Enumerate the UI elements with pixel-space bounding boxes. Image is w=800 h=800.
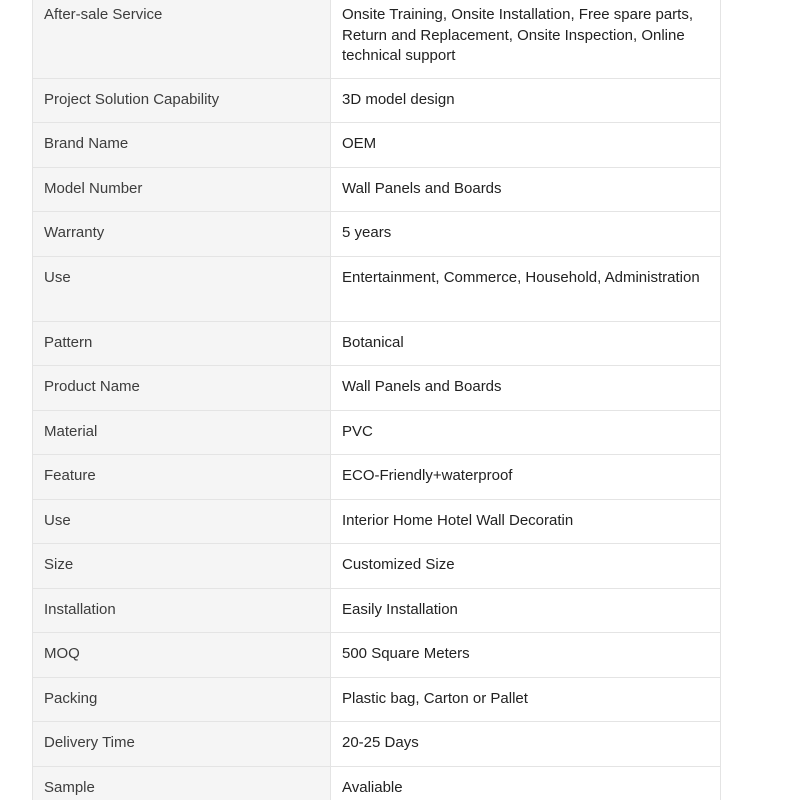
table-row bbox=[33, 256, 721, 321]
spec-value-brand-name: OEM bbox=[331, 123, 721, 168]
spec-label-after-sale-service: After-sale Service bbox=[33, 0, 331, 78]
table-row bbox=[33, 588, 721, 633]
spec-value-feature: ECO-Friendly+waterproof bbox=[331, 455, 721, 500]
spec-label-project-solution-capability: Project Solution Capability bbox=[33, 78, 331, 123]
spec-value-warranty: 5 years bbox=[331, 212, 721, 257]
spec-label-installation: Installation bbox=[33, 588, 331, 633]
spec-label-size: Size bbox=[33, 544, 331, 589]
spec-label-product-name: Product Name bbox=[33, 366, 331, 411]
spec-label-delivery-time: Delivery Time bbox=[33, 722, 331, 767]
spec-label-feature: Feature bbox=[33, 455, 331, 500]
table-row bbox=[33, 633, 721, 678]
spec-value-product-name: Wall Panels and Boards bbox=[331, 366, 721, 411]
spec-value-sample: Avaliable bbox=[331, 766, 721, 800]
table-row bbox=[33, 123, 721, 168]
spec-value-material: PVC bbox=[331, 410, 721, 455]
table-row bbox=[33, 722, 721, 767]
spec-value-project-solution-capability: 3D model design bbox=[331, 78, 721, 123]
spec-label-packing: Packing bbox=[33, 677, 331, 722]
table-row bbox=[33, 167, 721, 212]
spec-label-material: Material bbox=[33, 410, 331, 455]
spec-label-sample: Sample bbox=[33, 766, 331, 800]
product-specs-table bbox=[32, 0, 721, 800]
table-row bbox=[33, 0, 721, 78]
table-row bbox=[33, 212, 721, 257]
spec-value-size: Customized Size bbox=[331, 544, 721, 589]
spec-value-model-number: Wall Panels and Boards bbox=[331, 167, 721, 212]
spec-value-pattern: Botanical bbox=[331, 321, 721, 366]
table-row bbox=[33, 366, 721, 411]
table-row bbox=[33, 544, 721, 589]
table-row bbox=[33, 677, 721, 722]
spec-label-use: Use bbox=[33, 256, 331, 321]
spec-value-use: Entertainment, Commerce, Household, Administration bbox=[331, 256, 721, 321]
table-row bbox=[33, 78, 721, 123]
spec-label-warranty: Warranty bbox=[33, 212, 331, 257]
spec-value-installation: Easily Installation bbox=[331, 588, 721, 633]
spec-value-after-sale-service: Onsite Training, Onsite Installation, Free spare parts, Return and Replacement, Onsite Inspection, Online technical support bbox=[331, 0, 721, 78]
spec-value-delivery-time: 20-25 Days bbox=[331, 722, 721, 767]
spec-label-moq: MOQ bbox=[33, 633, 331, 678]
table-row bbox=[33, 455, 721, 500]
spec-label-use-interior: Use bbox=[33, 499, 331, 544]
spec-value-use-interior: Interior Home Hotel Wall Decoratin bbox=[331, 499, 721, 544]
spec-value-moq: 500 Square Meters bbox=[331, 633, 721, 678]
table-row bbox=[33, 321, 721, 366]
spec-value-packing: Plastic bag, Carton or Pallet bbox=[331, 677, 721, 722]
table-row bbox=[33, 410, 721, 455]
spec-label-pattern: Pattern bbox=[33, 321, 331, 366]
table-row bbox=[33, 499, 721, 544]
spec-label-brand-name: Brand Name bbox=[33, 123, 331, 168]
table-row bbox=[33, 766, 721, 800]
spec-label-model-number: Model Number bbox=[33, 167, 331, 212]
